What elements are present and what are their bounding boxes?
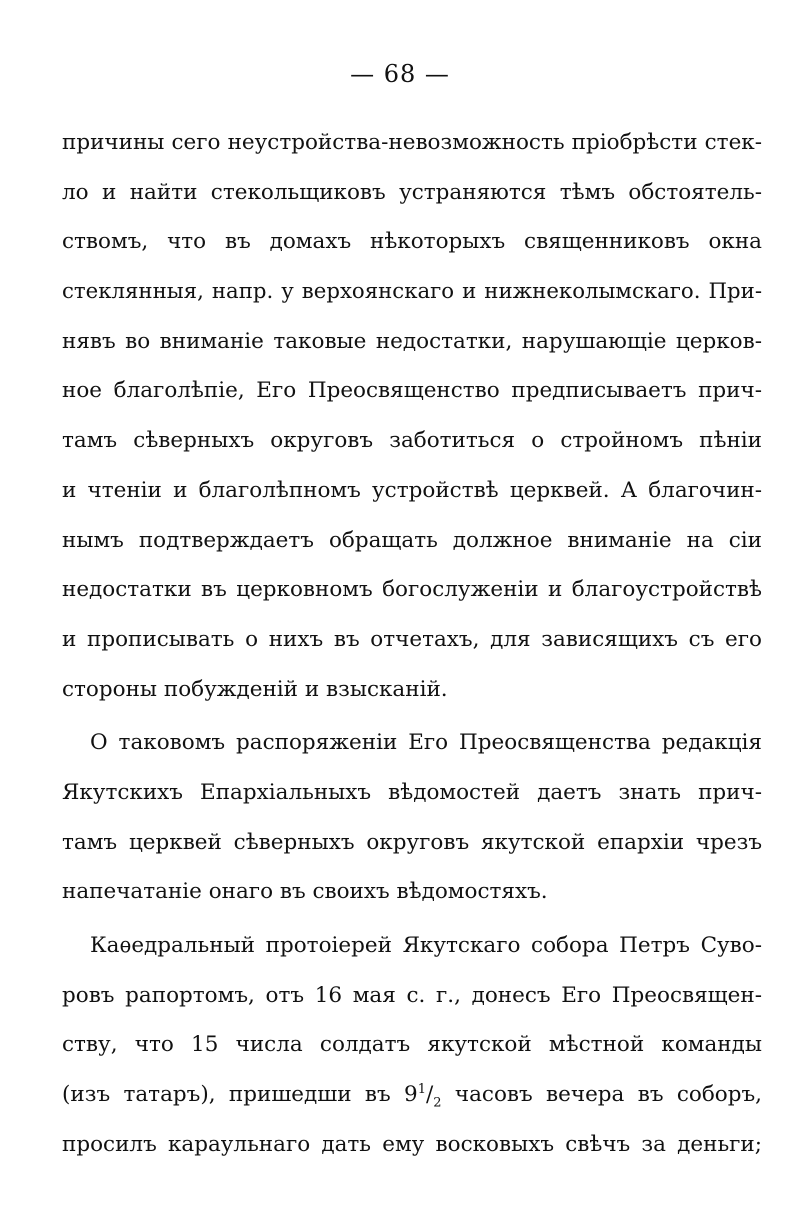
text-line: ствомъ, что въ домахъ нѣкоторыхъ священниковъ окна bbox=[62, 229, 762, 255]
fraction-denominator: 2 bbox=[433, 1095, 442, 1111]
text-line: тамъ церквей сѣверныхъ округовъ якутской епархіи чрезъ bbox=[62, 829, 762, 855]
text-line: напечатаніе онаго въ своихъ вѣдомостяхъ. bbox=[62, 879, 548, 905]
page-number: — 68 — bbox=[350, 60, 450, 88]
text-line: недостатки въ церковномъ богослуженіи и благоустройствѣ bbox=[62, 577, 762, 603]
text-line: стеклянныя, напр. у верхоянскаго и нижнеколымскаго. При- bbox=[62, 279, 762, 305]
fraction-numerator: 1 bbox=[417, 1081, 427, 1097]
text-line: тамъ сѣверныхъ округовъ заботиться о стройномъ пѣніи bbox=[62, 428, 762, 454]
text-fragment: (изъ татаръ), пришедши въ 9 bbox=[62, 1082, 418, 1108]
text-fragment: часовъ вечера въ соборъ, bbox=[441, 1082, 762, 1108]
text-line: нымъ подтверждаетъ обращать должное вниманіе на сіи bbox=[62, 527, 762, 553]
text-line: ло и найти стекольщиковъ устраняются тѣмъ обстоятель- bbox=[62, 179, 762, 205]
text-line: стороны побужденій и взысканій. bbox=[62, 676, 448, 702]
body-text bbox=[62, 118, 762, 1169]
text-line: ное благолѣпіе, Его Преосвященство предписываетъ прич- bbox=[62, 378, 762, 404]
text-line: Якутскихъ Епархіальныхъ вѣдомостей даетъ знать прич- bbox=[62, 779, 762, 805]
text-line: просилъ караульнаго дать ему восковыхъ свѣчъ за деньги; bbox=[62, 1131, 762, 1157]
text-line: и прописывать о нихъ въ отчетахъ, для зависящихъ съ его bbox=[62, 626, 762, 652]
text-line: нявъ во вниманіе таковые недостатки, нарушающіе церков- bbox=[62, 328, 762, 354]
text-line: ровъ рапортомъ, отъ 16 мая с. г., донесъ Его Преосвящен- bbox=[62, 982, 762, 1008]
text-line: Каѳедральный протоіерей Якутскаго собора Петръ Суво- bbox=[90, 933, 762, 958]
text-line: и чтеніи и благолѣпномъ устройствѣ церквей. А благочин- bbox=[62, 477, 762, 503]
text-line: О таковомъ распоряженіи Его Преосвященства редакція bbox=[90, 730, 762, 756]
text-line: причины сего неустройства-невозможность пріобрѣсти стек- bbox=[62, 130, 762, 155]
text-line-with-fraction: (изъ татаръ), пришедши въ $9^1/_2$ часовъ вечера въ соборъ, bbox=[62, 1081, 762, 1111]
text-line: ству, что 15 числа солдатъ якутской мѣстной команды bbox=[62, 1032, 762, 1058]
